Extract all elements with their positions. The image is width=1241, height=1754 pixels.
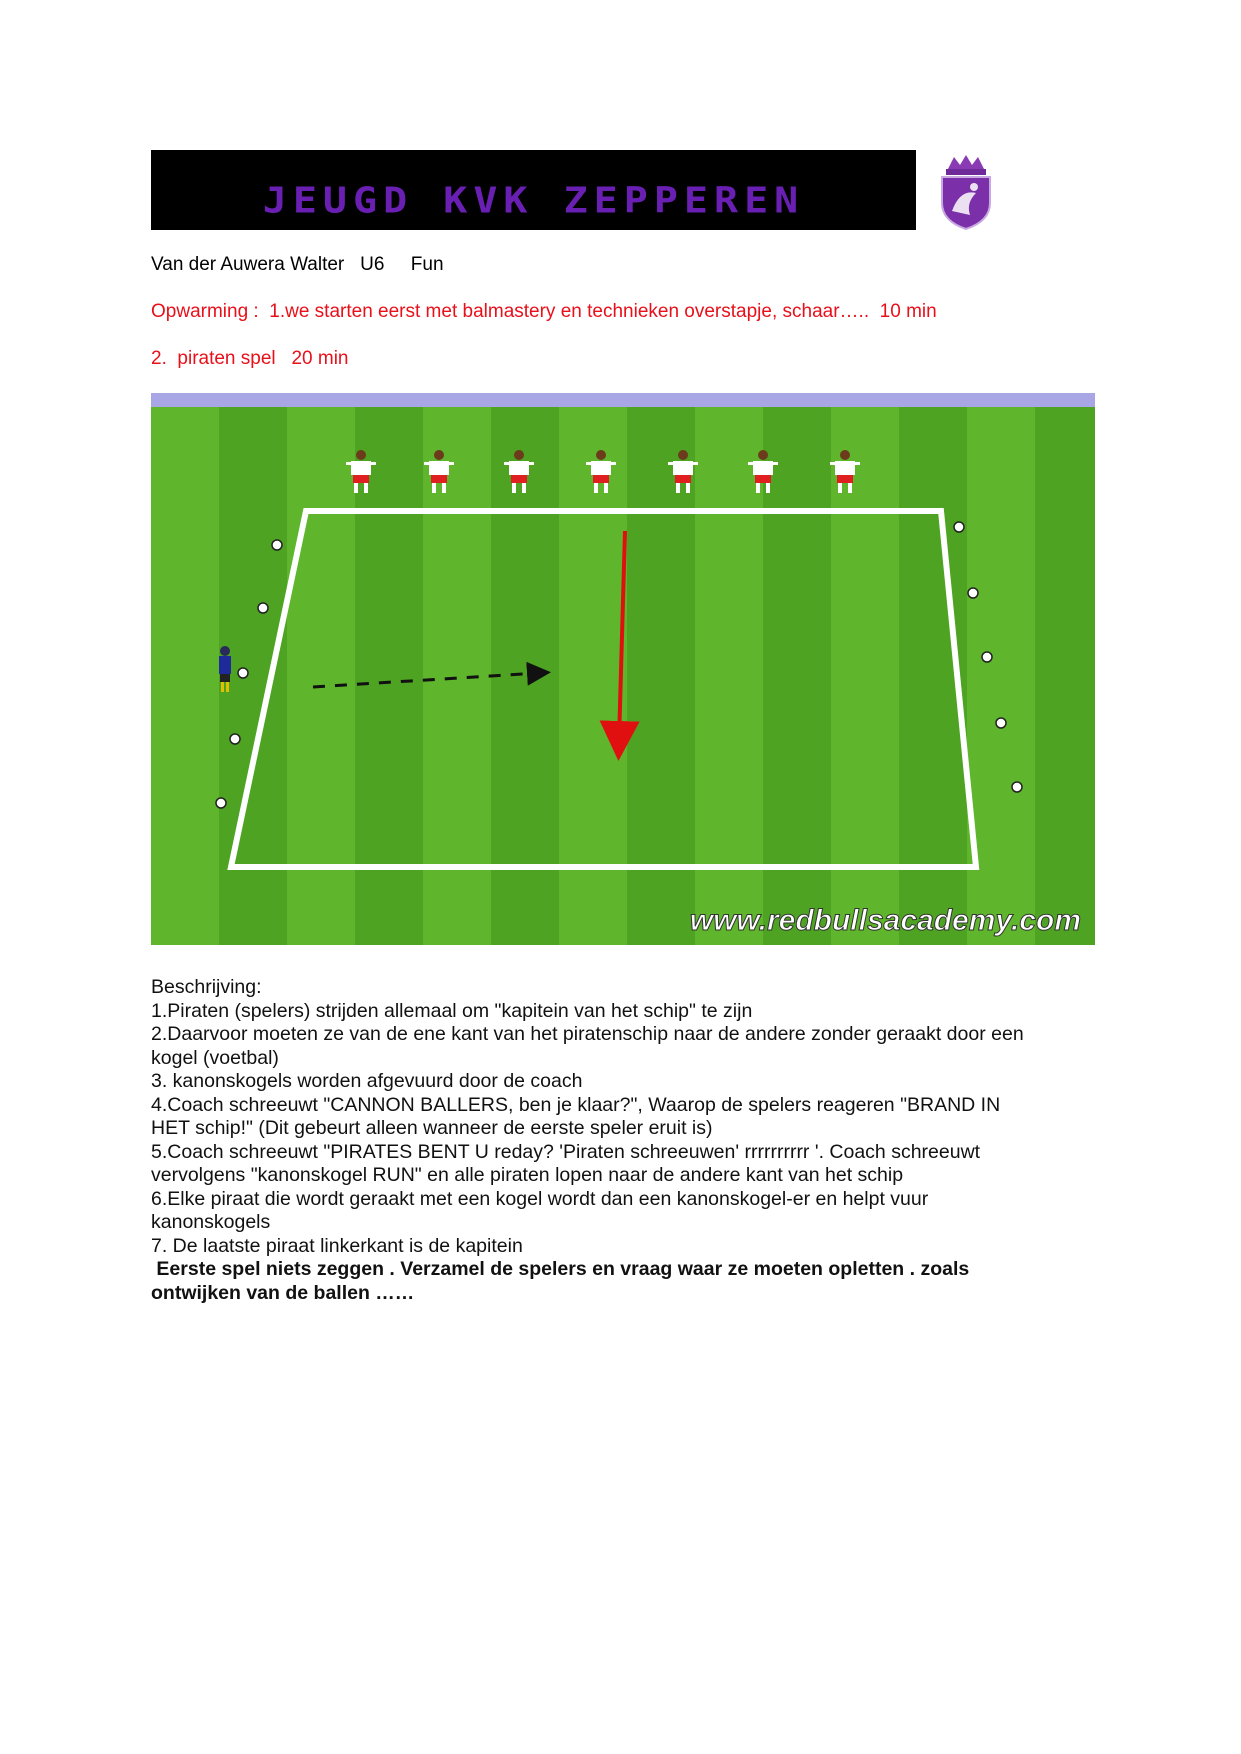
description-line: HET schip!" (Dit gebeurt alleen wanneer de eerste speler eruit is) — [151, 1117, 713, 1139]
description-line: 4.Coach schreeuwt "CANNON BALLERS, ben je klaar?", Waarop de spelers reageren "BRAND IN — [151, 1093, 1001, 1116]
watermark-text: www.redbullsacademy.com — [689, 904, 1081, 937]
ball-icon — [996, 718, 1006, 728]
description-line: kogel (voetbal) — [151, 1046, 279, 1069]
ball-icon — [1012, 782, 1022, 792]
description-line: kanonskogels — [151, 1211, 271, 1233]
description-bold-lines — [151, 1258, 1111, 1305]
description-lines — [151, 1000, 1111, 1259]
description-line: 7. De laatste piraat linkerkant is de kapitein — [151, 1234, 523, 1257]
ball-icon — [272, 540, 282, 550]
grass-stripe — [763, 393, 831, 945]
club-banner — [151, 150, 916, 230]
ball-icon — [982, 652, 992, 662]
ball-icon — [968, 588, 978, 598]
sky-strip — [151, 393, 1095, 407]
grass-stripe — [1035, 393, 1095, 945]
ball-icon — [230, 734, 240, 744]
description-line: 5.Coach schreeuwt "PIRATES BENT U reday? 'Piraten schreeuwen' rrrrrrrrrr '. Coach schreeuwt — [151, 1140, 981, 1163]
ball-icon — [238, 668, 248, 678]
coach-info-line: Van der Auwera Walter U6 Fun — [151, 254, 444, 275]
ball-icon — [954, 522, 964, 532]
warmup-line: Opwarming : 1.we starten eerst met balmastery en technieken overstapje, schaar….. 10 min — [151, 301, 937, 322]
description-bold-line: ontwijken van de ballen …… — [151, 1281, 415, 1304]
ball-icon — [216, 798, 226, 808]
description-line: 1.Piraten (spelers) strijden allemaal om "kapitein van het schip" te zijn — [151, 999, 753, 1022]
game-title-line: 2. piraten spel 20 min — [151, 348, 349, 369]
description-bold-line: Eerste spel niets zeggen . Verzamel de spelers en vraag waar ze moeten opletten . zoals — [151, 1258, 970, 1280]
kvk-zepperen-crest-icon — [936, 153, 996, 231]
banner-title: JEUGD KVK ZEPPEREN — [262, 180, 805, 222]
pitch-svg — [151, 393, 1095, 945]
description-line: 2.Daarvoor moeten ze van de ene kant van het piratenschip naar de andere zonder geraakt door een — [151, 1023, 1024, 1045]
ball-icon — [258, 603, 268, 613]
description-line: 3. kanonskogels worden afgevuurd door de coach — [151, 1070, 583, 1092]
description-heading: Beschrijving: — [151, 976, 262, 998]
description-block — [151, 976, 1111, 1305]
pitch-diagram — [151, 393, 1095, 945]
description-line: 6.Elke piraat die wordt geraakt met een kogel wordt dan een kanonskogel-er en helpt vuur — [151, 1187, 929, 1210]
description-line: vervolgens "kanonskogel RUN" en alle piraten lopen naar de andere kant van het schip — [151, 1164, 904, 1186]
